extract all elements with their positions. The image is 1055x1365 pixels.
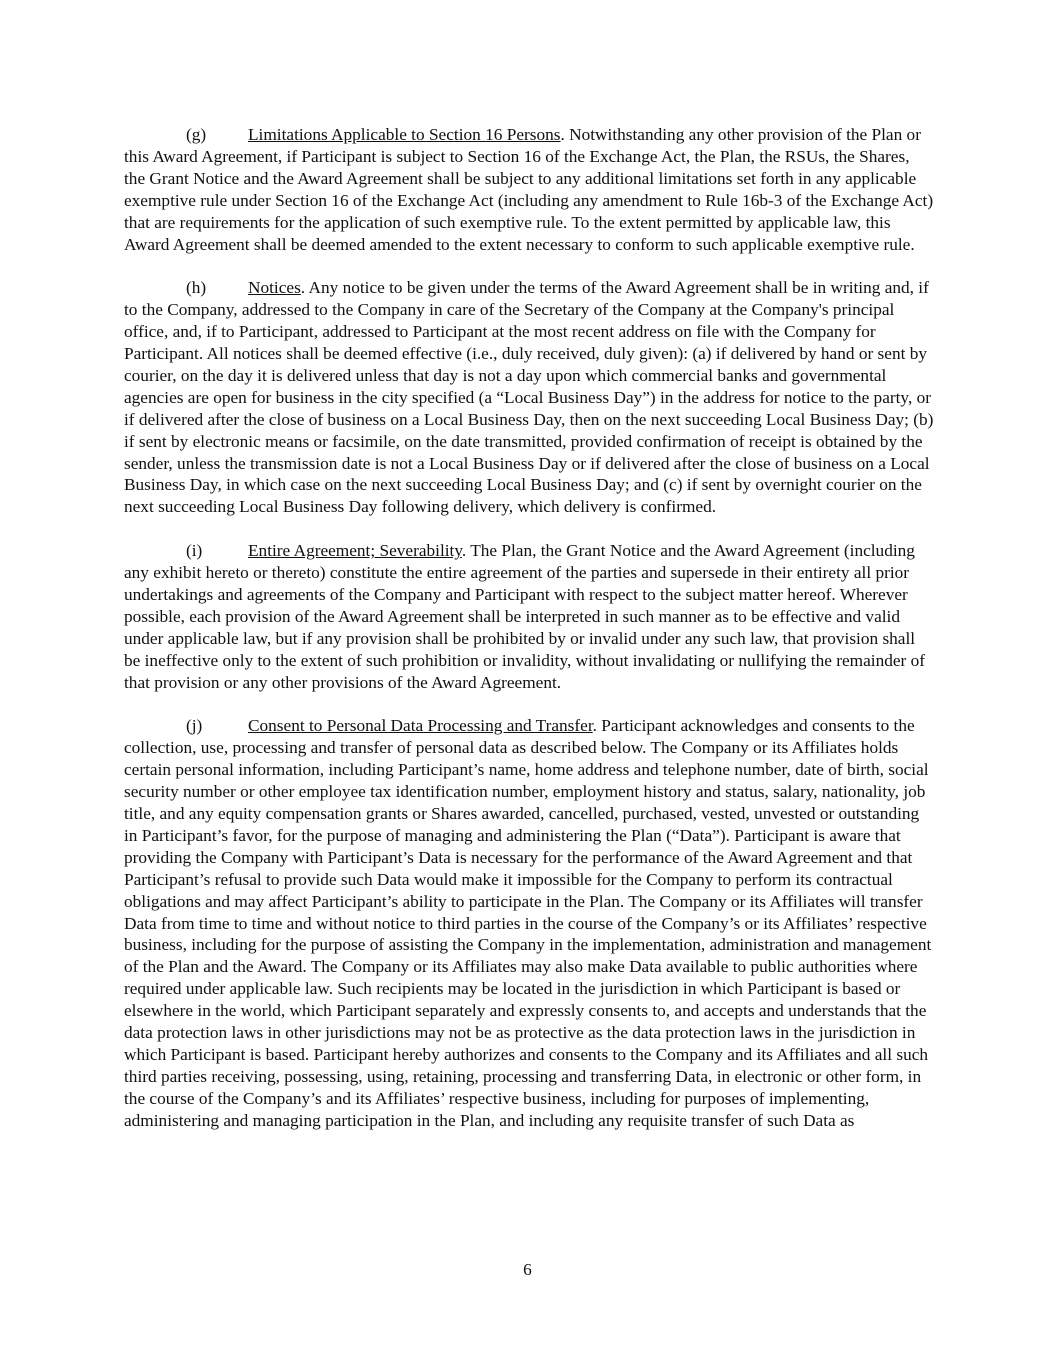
section-label: (h) xyxy=(186,278,207,298)
page-number: 6 xyxy=(523,1260,532,1279)
section-body: . Participant acknowledges and consents to the collection, use, processing and transfer of personal data as described below. The Company or its Affiliates holds certain personal information, including Participant’s name, home address and telephone number, date of birth, social security number or other employee tax identification number, employment history and status, salary, nationality, job title, and any equity compensation grants or Shares awarded, cancelled, purchased, vested, unvested or outstanding in Participant’s favor, for the purpose of managing and administering the Plan (“Data”). Participant is aware that providing the Company with Participant’s Data is necessary for the performance of the Award Agreement and that Participant’s refusal to provide such Data would make it impossible for the Company to perform its contractual obligations and may affect Participant’s ability to participate in the Plan. The Company or its Affiliates will transfer Data from time to time and without notice to third parties in the course of the Company’s or its Affiliates’ respective business, including for the purpose of assisting the Company in the implementation, administration and management of the Plan and the Award. The Company or its Affiliates may also make Data available to public authorities where required under applicable law. Such recipients may be located in the jurisdiction in which Participant is based or elsewhere in the world, which Participant separately and expressly consents to, and accepts and understands that the data protection laws in other jurisdictions may not be as protective as the data protection laws in the jurisdiction in which Participant is based. Participant hereby authorizes and consents to the Company and its Affiliates and all such third parties receiving, possessing, using, retaining, processing and transferring Data, in electronic or other form, in the course of the Company’s and its Affiliates’ respective business, including for purposes of implementing, administering and managing participation in the Plan, and including any requisite transfer of such Data as xyxy=(124,716,932,1130)
section-heading: Entire Agreement; Severability xyxy=(248,541,462,561)
section-j xyxy=(124,715,934,1131)
section-i xyxy=(124,540,934,693)
section-label: (j) xyxy=(186,716,203,736)
section-body: . The Plan, the Grant Notice and the Award Agreement (including any exhibit hereto or thereto) constitute the entire agreement of the parties and supersede in their entirety all prior undertakings and agreements of the Company and Participant with respect to the subject matter hereof. Wherever possible, each provision of the Award Agreement shall be interpreted in such manner as to be effective and valid under applicable law, but if any provision shall be prohibited by or invalid under any such law, that provision shall be ineffective only to the extent of such prohibition or invalidity, without invalidating or nullifying the remainder of that provision or any other provisions of the Award Agreement. xyxy=(124,541,925,692)
section-g xyxy=(124,124,934,255)
section-body: . Any notice to be given under the terms of the Award Agreement shall be in writing and, if to the Company, addressed to the Company in care of the Secretary of the Company at the Company's principal office, and, if to Participant, addressed to Participant at the most recent address on file with the Company for Participant. All notices shall be deemed effective (i.e., duly received, duly given): (a) if delivered by hand or sent by courier, on the day it is delivered unless that day is not a day upon which commercial banks and governmental agencies are open for business in the city specified (a “Local Business Day”) in the address for notice to the party, or if delivered after the close of business on a Local Business Day, then on the next succeeding Local Business Day; (b) if sent by electronic means or facsimile, on the date transmitted, provided confirmation of receipt is obtained by the sender, unless the transmission date is not a Local Business Day or if delivered after the close of business on a Local Business Day, in which case on the next succeeding Local Business Day; and (c) if sent by overnight courier on the next succeeding Local Business Day following delivery, which delivery is confirmed. xyxy=(124,278,934,517)
document-page xyxy=(124,124,934,1154)
section-heading: Consent to Personal Data Processing and Transfer xyxy=(248,716,593,736)
section-label: (g) xyxy=(186,125,207,144)
section-label: (i) xyxy=(186,541,203,561)
section-body: . Notwithstanding any other provision of the Plan or this Award Agreement, if Participant is subject to Section 16 of the Exchange Act, the Plan, the RSUs, the Shares, the Grant Notice and the Award Agreement shall be subject to any additional limitations set forth in any applicable exemptive rule under Section 16 of the Exchange Act (including any amendment to Rule 16b-3 of the Exchange Act) that are requirements for the application of such exemptive rule. To the extent permitted by applicable law, this Award Agreement shall be deemed amended to the extent necessary to conform to such applicable exemptive rule. xyxy=(124,125,934,254)
section-h xyxy=(124,277,934,518)
section-heading: Limitations Applicable to Section 16 Persons xyxy=(248,125,561,144)
section-heading: Notices xyxy=(248,278,301,298)
